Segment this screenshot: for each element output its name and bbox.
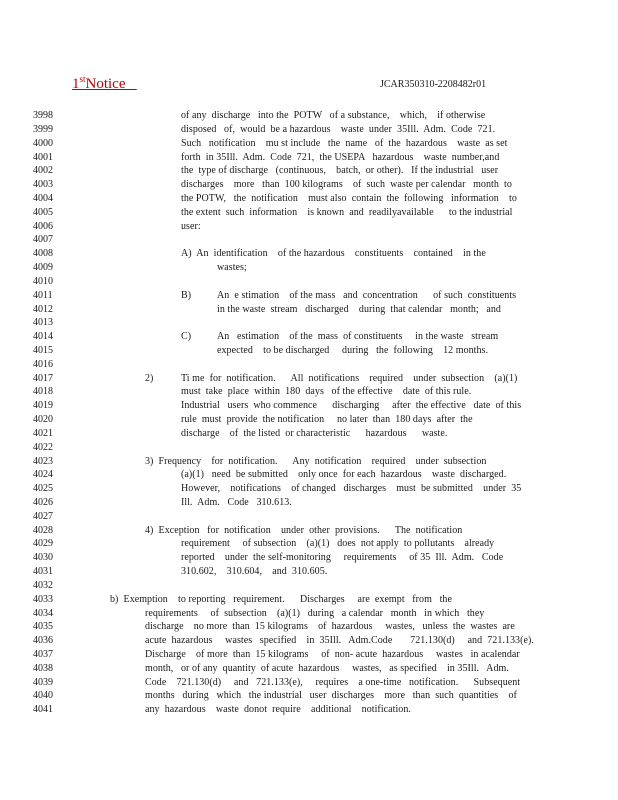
text-line bbox=[0, 345, 618, 357]
line-text: of any discharge into the POTW of a substance, which, if otherwise bbox=[181, 110, 486, 121]
line-text: discharge no more than 15 kilograms of hazardous wastes, unless the wastes are bbox=[145, 621, 515, 633]
line-text: rule must provide the notification no later than 180 days after the bbox=[181, 414, 473, 425]
text-line bbox=[0, 400, 618, 412]
line-text: discharge of the listed or characteristic hazardous waste. bbox=[181, 427, 448, 439]
line-number: 4018 bbox=[33, 386, 53, 398]
text-line bbox=[0, 290, 618, 302]
text-line bbox=[0, 221, 618, 233]
line-number: 4002 bbox=[33, 165, 53, 177]
line-text: requirement of subsection (a)(1) does not apply to pollutants already bbox=[181, 538, 495, 550]
document-id: JCAR350310-2208482r01 bbox=[380, 79, 487, 90]
line-number: 4030 bbox=[33, 552, 53, 564]
text-line bbox=[0, 304, 618, 316]
line-text: reported under the self-monitoring requirements of 35 Ill. Adm. Code bbox=[181, 552, 504, 564]
line-text: months during which the industrial user discharges more than such quantities of bbox=[145, 690, 517, 702]
text-line bbox=[0, 608, 618, 620]
line-number: 4019 bbox=[33, 400, 53, 412]
text-line bbox=[0, 469, 618, 481]
text-line bbox=[0, 483, 618, 495]
line-number: 4035 bbox=[33, 621, 53, 633]
text-line bbox=[0, 234, 618, 246]
line-text: in the waste stream discharged during that calendar month; and bbox=[217, 303, 501, 315]
line-number: 4017 bbox=[33, 372, 53, 384]
line-number: 4025 bbox=[33, 483, 53, 495]
text-line bbox=[0, 317, 618, 329]
line-number: 4012 bbox=[33, 303, 53, 315]
line-text: C) bbox=[181, 331, 192, 343]
line-text: must take place within 180 days of the effective date of this rule. bbox=[181, 386, 472, 398]
line-number: 4011 bbox=[33, 289, 53, 301]
line-number: 4021 bbox=[33, 427, 53, 439]
text-line bbox=[0, 511, 618, 523]
line-text: B) bbox=[181, 289, 192, 301]
line-number: 4037 bbox=[33, 649, 53, 660]
line-text: month, or of any quantity of acute hazardous wastes, as specified in 35Ill. Adm. bbox=[145, 662, 509, 674]
line-number: 4016 bbox=[33, 358, 53, 370]
line-number: 4039 bbox=[33, 676, 53, 688]
text-line bbox=[0, 331, 618, 343]
text-line bbox=[0, 276, 618, 288]
line-number: 4008 bbox=[33, 248, 53, 260]
line-number: 4032 bbox=[33, 579, 53, 591]
line-text: acute hazardous wastes specified in 35Ill. Adm.Code 721.130(d) and 721.133(e). bbox=[145, 635, 534, 647]
line-text-continued: An estimation of the mass of constituents in the waste stream bbox=[217, 331, 499, 343]
notice-number: 1 bbox=[72, 76, 80, 92]
line-text: 310.602, 310.604, and 310.605. bbox=[181, 566, 328, 578]
line-text: Ill. Adm. Code 310.613. bbox=[181, 497, 292, 508]
text-line bbox=[0, 677, 618, 689]
text-line bbox=[0, 525, 618, 537]
line-number: 3999 bbox=[33, 123, 53, 135]
text-line bbox=[0, 649, 618, 661]
line-text: b) Exemption to reporting requirement. Discharges are exempt from the bbox=[110, 593, 452, 605]
text-line bbox=[0, 621, 618, 633]
line-number: 3998 bbox=[33, 110, 53, 121]
line-number: 4003 bbox=[33, 179, 53, 191]
notice-label bbox=[72, 74, 137, 93]
text-line bbox=[0, 635, 618, 647]
line-text: expected to be discharged during the following 12 months. bbox=[217, 344, 489, 356]
line-number: 4034 bbox=[33, 607, 53, 619]
text-line bbox=[0, 428, 618, 440]
line-text: A) An identification of the hazardous constituents contained in the bbox=[181, 248, 486, 260]
line-number: 4001 bbox=[33, 151, 53, 163]
line-number: 4000 bbox=[33, 137, 53, 149]
notice-ordinal: st bbox=[79, 74, 86, 84]
text-line bbox=[0, 414, 618, 426]
text-line bbox=[0, 138, 618, 150]
text-line bbox=[0, 580, 618, 592]
text-line bbox=[0, 373, 618, 385]
text-line bbox=[0, 165, 618, 177]
line-text-continued: An e stimation of the mass and concentration of such constituents bbox=[217, 289, 517, 301]
text-line bbox=[0, 566, 618, 578]
line-text: Discharge of more than 15 kilograms of non- acute hazardous wastes in acalendar bbox=[145, 649, 520, 660]
text-line bbox=[0, 124, 618, 136]
text-line bbox=[0, 110, 618, 122]
text-line bbox=[0, 442, 618, 454]
text-line bbox=[0, 704, 618, 716]
line-text: disposed of, would be a hazardous waste under 35Ill. Adm. Code 721. bbox=[181, 123, 496, 135]
line-text: However, notifications of changed discharges must be submitted under 35 bbox=[181, 483, 522, 495]
line-text: the type of discharge (continuous, batch, or other). If the industrial user bbox=[181, 165, 499, 177]
text-line bbox=[0, 248, 618, 260]
line-number: 4009 bbox=[33, 262, 53, 273]
line-number: 4022 bbox=[33, 441, 53, 453]
text-line bbox=[0, 262, 618, 274]
line-text: 2) bbox=[145, 372, 154, 384]
line-number: 4005 bbox=[33, 206, 53, 218]
line-text: wastes; bbox=[217, 262, 247, 273]
line-text: Code 721.130(d) and 721.133(e), requires a one-time notification. Subsequent bbox=[145, 676, 521, 688]
line-number: 4015 bbox=[33, 344, 53, 356]
line-number: 4027 bbox=[33, 510, 53, 522]
text-line bbox=[0, 497, 618, 509]
text-line bbox=[0, 594, 618, 606]
line-number: 4041 bbox=[33, 704, 53, 716]
line-text: forth in 35Ill. Adm. Code 721, the USEPA hazardous waste number,and bbox=[181, 151, 500, 163]
line-number: 4006 bbox=[33, 220, 53, 232]
line-number: 4004 bbox=[33, 192, 53, 204]
line-text: discharges more than 100 kilograms of such waste per calendar month to bbox=[181, 179, 512, 191]
line-number: 4038 bbox=[33, 662, 53, 674]
line-number: 4010 bbox=[33, 275, 53, 287]
line-text: (a)(1) need be submitted only once for each hazardous waste discharged. bbox=[181, 469, 507, 481]
notice-word: Notice bbox=[85, 76, 126, 92]
text-line bbox=[0, 663, 618, 675]
text-line bbox=[0, 193, 618, 205]
line-number: 4036 bbox=[33, 635, 53, 647]
line-text: Industrial users who commence discharging after the effective date of this bbox=[181, 400, 522, 412]
text-line bbox=[0, 386, 618, 398]
line-number: 4029 bbox=[33, 538, 53, 550]
line-text: the POTW, the notification must also contain the following information to bbox=[181, 192, 517, 204]
line-text: 4) Exception for notification under other provisions. The notification bbox=[145, 524, 463, 536]
line-text: 3) Frequency for notification. Any notification required under subsection bbox=[145, 455, 487, 467]
line-number: 4033 bbox=[33, 593, 53, 605]
line-number: 4026 bbox=[33, 497, 53, 508]
line-text: user: bbox=[181, 220, 201, 232]
text-line bbox=[0, 456, 618, 468]
line-text: any hazardous waste donot require additional notification. bbox=[145, 704, 411, 716]
text-line bbox=[0, 359, 618, 371]
text-line bbox=[0, 179, 618, 191]
line-number: 4013 bbox=[33, 317, 53, 329]
line-number: 4024 bbox=[33, 469, 53, 481]
line-number: 4028 bbox=[33, 524, 53, 536]
line-number: 4020 bbox=[33, 414, 53, 425]
line-number: 4031 bbox=[33, 566, 53, 578]
line-number: 4023 bbox=[33, 455, 53, 467]
text-line bbox=[0, 538, 618, 550]
line-number: 4014 bbox=[33, 331, 53, 343]
text-line bbox=[0, 207, 618, 219]
line-text-continued: Ti me for notification. All notifications required under subsection (a)(1) bbox=[181, 372, 518, 384]
line-number: 4007 bbox=[33, 234, 53, 246]
line-text: requirements of subsection (a)(1) during a calendar month in which they bbox=[145, 607, 485, 619]
line-number: 4040 bbox=[33, 690, 53, 702]
line-text: Such notification mu st include the name of the hazardous waste as set bbox=[181, 137, 508, 149]
text-line bbox=[0, 152, 618, 164]
text-line bbox=[0, 552, 618, 564]
line-text: the extent such information is known and readilyavailable to the industrial bbox=[181, 206, 513, 218]
text-line bbox=[0, 690, 618, 702]
